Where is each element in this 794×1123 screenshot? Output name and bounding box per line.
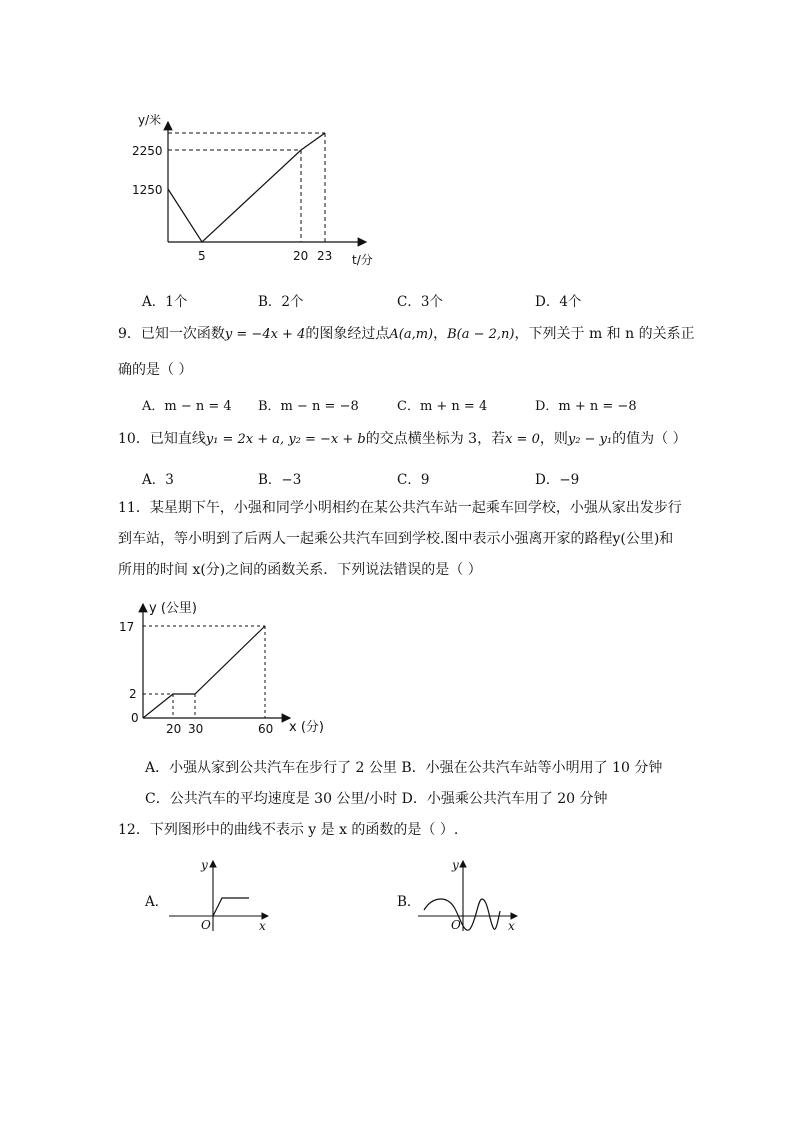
q9-comma: ， (433, 326, 448, 342)
q10-option-d: D．−9 (535, 472, 580, 488)
chart-distance-time-2 (115, 596, 345, 741)
chart-distance-time-1 (120, 108, 390, 268)
y-axis-label: y (公里) (149, 601, 197, 616)
q10-option-c: C．9 (397, 472, 430, 488)
q10-suffix: 的值为（ ） (612, 431, 687, 447)
y-tick-2250: 2250 (132, 144, 163, 158)
x-tick-5: 5 (198, 249, 206, 263)
q10-cond: x = 0 (505, 432, 540, 447)
q9-mid: 的图象经过点 (305, 326, 390, 342)
q10-prefix: 10．已知直线 (118, 431, 206, 447)
q9-option-b: B．m − n = −8 (258, 399, 359, 414)
q10-expr: y₂ − y₁ (567, 432, 613, 447)
q9-option-a: A．m − n = 4 (142, 399, 232, 414)
y-tick-2: 2 (129, 687, 137, 701)
q9-suffix: ，下列关于 m 和 n 的关系正 (514, 326, 695, 342)
x-tick-20: 20 (166, 722, 182, 736)
curve (424, 899, 500, 930)
x-axis-label: t/分 (352, 253, 373, 267)
q11-options-line2: C．公共汽车的平均速度是 30 公里/小时 D．小强乘公共汽车用了 20 分钟 (145, 791, 608, 807)
q9-formula: y = −4x + 4 (224, 327, 306, 342)
x-tick-23: 23 (317, 249, 333, 263)
q10-option-a: A．3 (142, 472, 174, 488)
q9-point-b: B(a − 2,n) (447, 327, 515, 342)
q11-line1: 11．某星期下午，小强和同学小明相约在某公共汽车站一起乘车回学校，小强从家出发步行 (118, 500, 682, 516)
q9-line2: 确的是（ ） (118, 362, 193, 378)
q12-option-a-label: A． (145, 894, 169, 910)
q12-option-b-graph (414, 855, 524, 935)
q9-option-d: D．m + n = −8 (535, 399, 637, 414)
q8-option-d: D．4个 (535, 294, 582, 310)
y-tick-1250: 1250 (132, 183, 163, 197)
q8-option-b: B．2个 (258, 294, 304, 310)
q12-question: 12．下列图形中的曲线不表示 y 是 x 的函数的是（ ）. (118, 822, 459, 838)
x-tick-60: 60 (258, 722, 274, 736)
q9-prefix: 9．已知一次函数 (118, 326, 225, 342)
q12-option-a-graph (165, 855, 275, 935)
y-axis-label: y/米 (138, 113, 162, 127)
q10-option-b: B．−3 (258, 472, 302, 488)
origin-label: O (201, 918, 211, 932)
q9-question (118, 324, 695, 345)
q10-mid: 的交点横坐标为 3，若 (365, 431, 506, 447)
q10-formula: y₁ = 2x + a, y₂ = −x + b (205, 432, 366, 447)
series-line (143, 626, 265, 718)
q10-mid2: ，则 (539, 431, 568, 447)
x-axis-label: x (分) (289, 720, 324, 735)
q9-option-c: C．m + n = 4 (397, 399, 488, 414)
q8-option-c: C．3个 (397, 294, 443, 310)
q11-options-line1: A．小强从家到公共汽车在步行了 2 公里 B．小强在公共汽车站等小明用了 10 分钟 (145, 760, 663, 776)
axis-x-label: x (508, 919, 515, 933)
q10-question (118, 429, 687, 450)
x-tick-20: 20 (293, 249, 309, 263)
y-tick-17: 17 (119, 620, 135, 634)
axis-y-label: y (201, 858, 208, 872)
q8-option-a: A．1个 (142, 294, 188, 310)
origin-label: O (451, 918, 461, 932)
y-tick-0: 0 (131, 711, 139, 725)
q11-line3: 所用的时间 x(分)之间的函数关系．下列说法错误的是（ ） (118, 562, 482, 578)
q11-line2: 到车站，等小明到了后两人一起乘公共汽车回到学校.图中表示小强离开家的路程y(公里)和 (118, 531, 674, 547)
x-tick-30: 30 (188, 722, 204, 736)
q9-point-a: A(a,m) (389, 327, 434, 342)
curve (213, 898, 249, 916)
axis-y-label: y (452, 858, 459, 872)
axis-x-label: x (259, 919, 266, 933)
q12-option-b-label: B． (397, 894, 421, 910)
